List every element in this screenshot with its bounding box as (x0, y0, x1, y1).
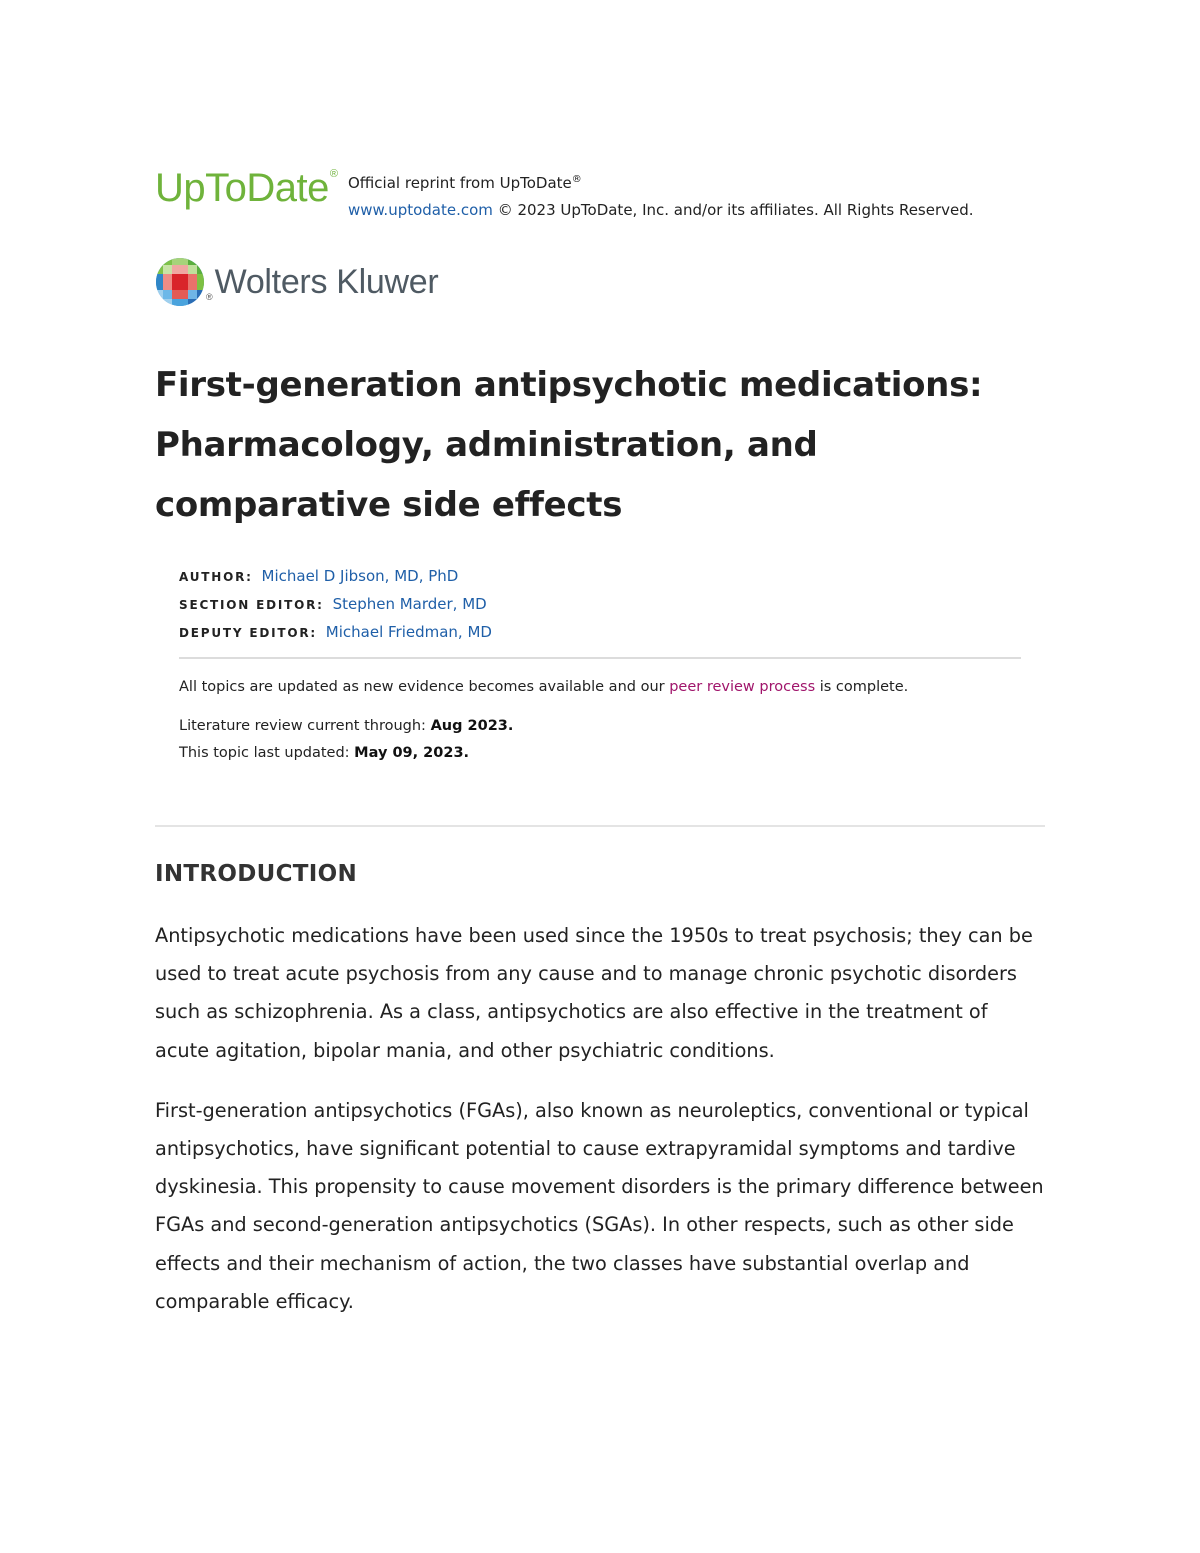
copyright-line (348, 197, 974, 224)
deputy-editor-link[interactable]: Michael Friedman, MD (325, 623, 492, 641)
uptodate-logo (155, 160, 348, 208)
update-note-text: All topics are updated as new evidence becomes available and our (179, 679, 670, 695)
wolters-kluwer-logo (155, 252, 1045, 312)
author-row (179, 563, 1021, 591)
lit-review-label: Literature review current through: (179, 718, 431, 734)
lit-review-date: Aug 2023. (430, 718, 514, 734)
topic-title: First-generation antipsychotic medications: Pharmacology, administration, and comparative side effects (155, 365, 983, 525)
introduction-paragraph: First-generation antipsychotics (FGAs), also known as neuroleptics, conventional or typical antipsychotics, have significant potential to cause extrapyramidal symptoms and tardive dyskinesia. This propensity to cause movement disorders is the primary difference between FGAs and second-generation antipsychotics (SGAs). In other respects, such as other side effects and their mechanism of action, the two classes have substantial overlap and comparable efficacy. (155, 1098, 1044, 1313)
literature-review-line (179, 713, 1021, 740)
introduction-heading: INTRODUCTION (155, 861, 358, 887)
section-editor-row (179, 591, 1021, 619)
introduction-paragraph: Antipsychotic medications have been used since the 1950s to treat psychosis; they can be used to treat acute psychosis from any cause and to manage chronic psychotic disorders such as schizophrenia. As a class, antipsychotics are also effective in the treatment of acute agitation, bipolar mania, and other psychiatric conditions. (155, 924, 1033, 1062)
deputy-editor-row (179, 619, 1021, 647)
meta-divider (179, 657, 1021, 659)
peer-review-link[interactable]: peer review process (669, 679, 816, 695)
reprint-page (155, 160, 1045, 1321)
last-updated-label: This topic last updated: (179, 745, 355, 761)
author-link[interactable]: Michael D Jibson, MD, PhD (261, 567, 459, 585)
reprint-header (155, 160, 1045, 224)
topic-dates (179, 713, 1021, 767)
section-editor-label: SECTION EDITOR: (179, 598, 324, 612)
reprint-line (348, 166, 974, 197)
update-note (179, 675, 1021, 699)
topic-meta (179, 563, 1021, 767)
publisher-registered-mark: ® (206, 292, 213, 302)
section-editor-link[interactable]: Stephen Marder, MD (332, 595, 487, 613)
copyright-text: © 2023 UpToDate, Inc. and/or its affiliates. All Rights Reserved. (492, 201, 974, 219)
last-updated-line (179, 740, 1021, 767)
wolters-kluwer-globe-icon (155, 257, 205, 307)
registered-mark: ® (329, 168, 338, 180)
last-updated-date: May 09, 2023. (354, 745, 470, 761)
uptodate-logo-text: UpToDate (155, 166, 329, 210)
reprint-text: Official reprint from UpToDate (348, 174, 572, 192)
reprint-notice (348, 166, 974, 224)
deputy-editor-label: DEPUTY EDITOR: (179, 626, 317, 640)
uptodate-site-link[interactable]: www.uptodate.com (348, 201, 493, 219)
reprint-registered-mark: ® (571, 174, 582, 185)
section-divider (155, 825, 1045, 827)
update-note-end: is complete. (815, 679, 909, 695)
author-label: AUTHOR: (179, 570, 253, 584)
publisher-name: Wolters Kluwer (214, 262, 439, 301)
